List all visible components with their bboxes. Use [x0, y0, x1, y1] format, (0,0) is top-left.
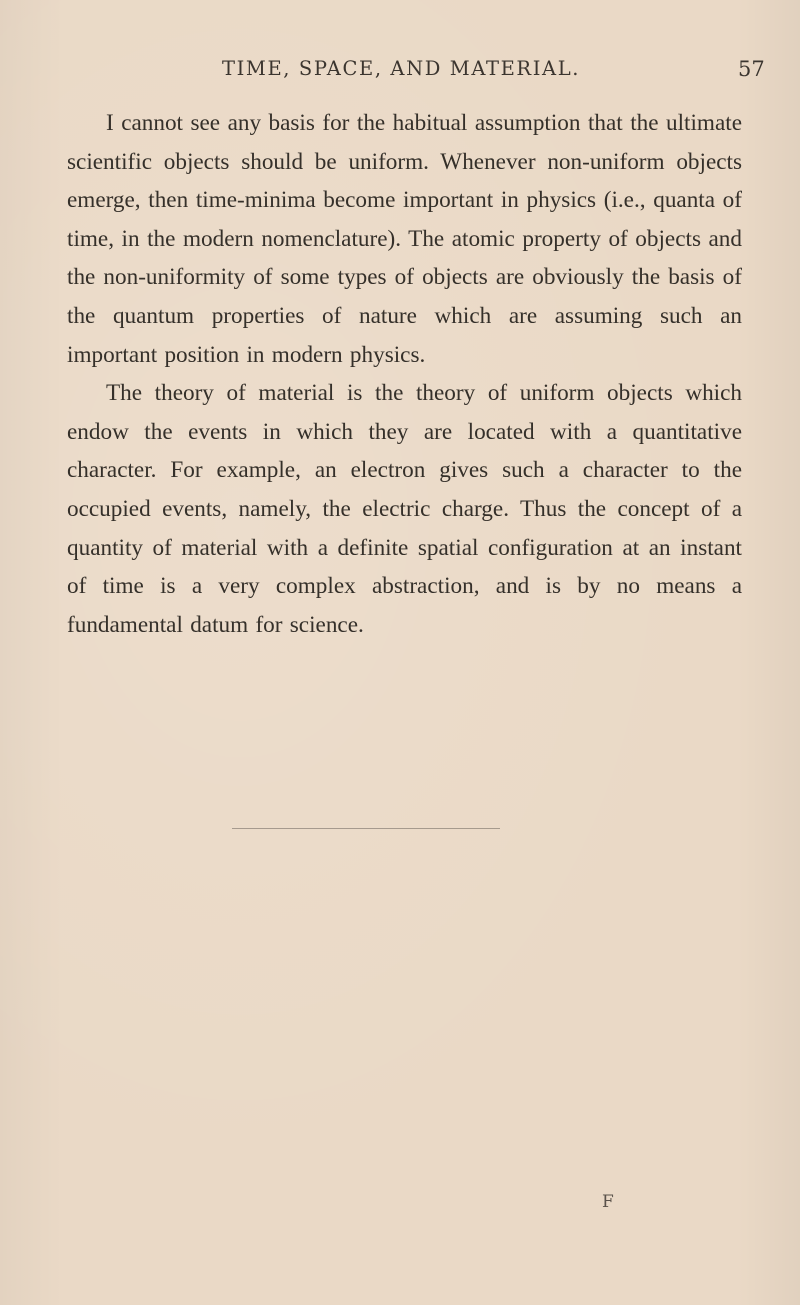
paragraph-2: The theory of material is the theory of uniform objects which endow the events in which they are located with a quantitative character. For example, an electron gives such a character to the occupied events, namely, the electric charge. Thus the concept of a quantity of material with a definite spatial configuration at an instant of time is a very complex abstraction, and is by no means a fundamental datum for science. — [67, 380, 742, 638]
page-number: 57 — [738, 57, 765, 81]
signature-mark: F — [602, 1192, 614, 1212]
body-text — [67, 104, 742, 644]
running-head — [0, 57, 800, 87]
paragraph-1: I cannot see any basis for the habitual assumption that the ultimate scientific objects should be uniform. Whenever non-uniform objects emerge, then time-minima become important in physics (i.e., quanta of time, in the modern nomenclature). The atomic property of objects and the non-uniformity of some types of objects are obviously the basis of the quantum properties of nature which are assuming such an important position in modern physics. — [67, 110, 742, 368]
section-rule — [232, 828, 500, 829]
running-title: TIME, SPACE, AND MATERIAL. — [222, 57, 581, 80]
